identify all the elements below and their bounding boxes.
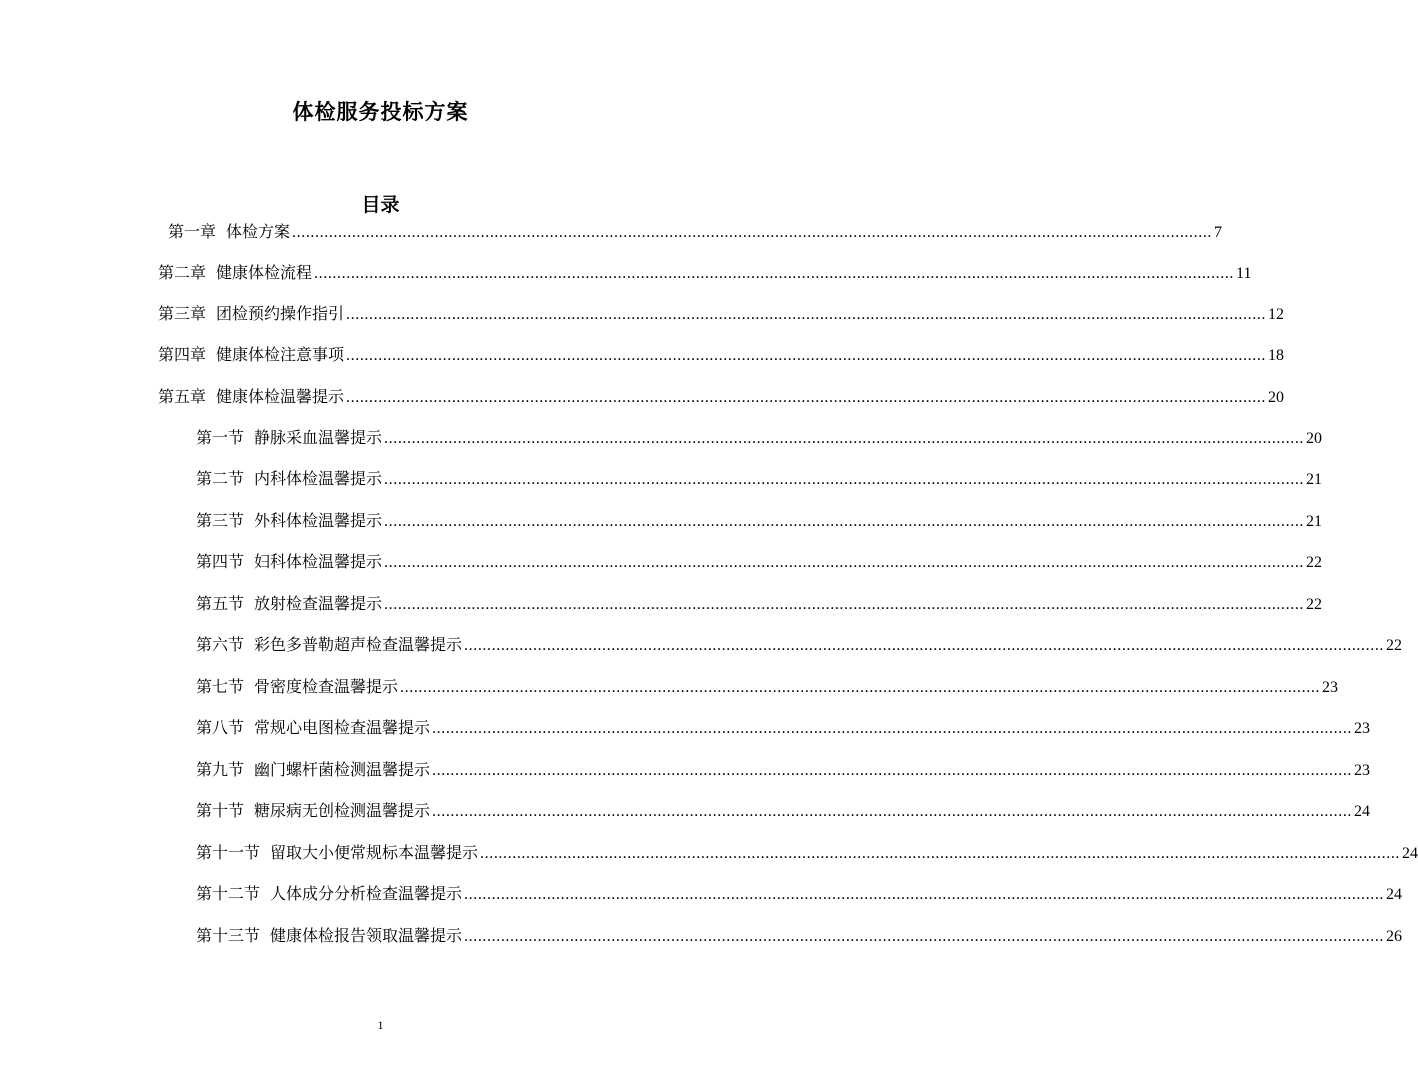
toc-entry-chapter-4[interactable] <box>158 343 1285 367</box>
toc-entry-number: 第六节 <box>196 635 245 654</box>
toc-entry-title: 团检预约操作指引 <box>216 304 345 323</box>
toc-entry-number: 第一节 <box>196 428 245 447</box>
toc-entry-page: 23 <box>1354 762 1371 779</box>
toc-entry-number: 第三节 <box>196 511 245 530</box>
toc-dot-leader: ........................................................................................................................................................................................................ <box>346 306 1267 323</box>
toc-dot-leader: ........................................................................................................................................................................................................ <box>400 679 1321 696</box>
toc-entry-number: 第一章 <box>168 222 217 241</box>
toc-dot-leader: ........................................................................................................................................................................................................ <box>384 596 1305 613</box>
toc-entry-title: 健康体检温馨提示 <box>216 387 345 406</box>
toc-entry-page: 12 <box>1268 306 1285 323</box>
toc-dot-leader: ........................................................................................................................................................................................................ <box>292 224 1213 241</box>
toc-entry-title: 妇科体检温馨提示 <box>254 552 383 571</box>
toc-entry-number: 第五章 <box>158 387 207 406</box>
toc-entry-title: 体检方案 <box>226 222 291 241</box>
toc-entry-number: 第七节 <box>196 677 245 696</box>
toc-entry-title: 健康体检注意事项 <box>216 345 345 364</box>
toc-entry-page: 22 <box>1306 554 1323 571</box>
toc-entry-title: 彩色多普勒超声检查温馨提示 <box>254 635 463 654</box>
toc-entry-title: 放射检查温馨提示 <box>254 594 383 613</box>
toc-entry-title: 留取大小便常规标本温馨提示 <box>270 843 479 862</box>
toc-entry-number: 第十三节 <box>196 926 261 945</box>
toc-dot-leader: ........................................................................................................................................................................................................ <box>432 803 1353 820</box>
toc-entry-chapter-3[interactable] <box>158 302 1285 326</box>
toc-entry-section-8[interactable] <box>196 716 1371 740</box>
toc-entry-number: 第五节 <box>196 594 245 613</box>
toc-entry-number: 第二节 <box>196 469 245 488</box>
toc-dot-leader: ........................................................................................................................................................................................................ <box>464 886 1385 903</box>
toc-entry-section-9[interactable] <box>196 758 1371 782</box>
toc-entry-page: 23 <box>1354 720 1371 737</box>
toc-entry-page: 22 <box>1306 596 1323 613</box>
toc-dot-leader: ........................................................................................................................................................................................................ <box>464 928 1385 945</box>
toc-entry-title: 健康体检报告领取温馨提示 <box>270 926 463 945</box>
toc-entry-page: 26 <box>1386 928 1403 945</box>
toc-dot-leader: ........................................................................................................................................................................................................ <box>346 389 1267 406</box>
toc-entry-page: 7 <box>1214 224 1223 241</box>
toc-entry-title: 常规心电图检查温馨提示 <box>254 718 431 737</box>
toc-entry-chapter-2[interactable] <box>158 261 1252 285</box>
toc-entry-number: 第三章 <box>158 304 207 323</box>
toc-dot-leader: ........................................................................................................................................................................................................ <box>480 845 1401 862</box>
toc-dot-leader: ........................................................................................................................................................................................................ <box>384 554 1305 571</box>
toc-entry-page: 21 <box>1306 513 1323 530</box>
toc-entry-section-4[interactable] <box>196 550 1323 574</box>
toc-entry-page: 21 <box>1306 471 1323 488</box>
toc-entry-title: 幽门螺杆菌检测温馨提示 <box>254 760 431 779</box>
toc-entry-section-5[interactable] <box>196 592 1323 616</box>
toc-entry-title: 人体成分分析检查温馨提示 <box>270 884 463 903</box>
toc-entry-page: 24 <box>1386 886 1403 903</box>
toc-dot-leader: ........................................................................................................................................................................................................ <box>464 637 1385 654</box>
toc-dot-leader: ........................................................................................................................................................................................................ <box>314 265 1235 282</box>
toc-entry-title: 静脉采血温馨提示 <box>254 428 383 447</box>
toc-dot-leader: ........................................................................................................................................................................................................ <box>346 347 1267 364</box>
toc-entry-section-10[interactable] <box>196 799 1371 823</box>
toc-entry-section-11[interactable] <box>196 841 1418 865</box>
toc-dot-leader: ........................................................................................................................................................................................................ <box>384 430 1305 447</box>
toc-entry-title: 内科体检温馨提示 <box>254 469 383 488</box>
toc-entry-title: 外科体检温馨提示 <box>254 511 383 530</box>
toc-entry-page: 23 <box>1322 679 1339 696</box>
page-number: 1 <box>377 1018 384 1032</box>
toc-entry-title: 糖尿病无创检测温馨提示 <box>254 801 431 820</box>
toc-entry-chapter-5[interactable] <box>158 385 1285 409</box>
toc-dot-leader: ........................................................................................................................................................................................................ <box>432 762 1353 779</box>
toc-entry-page: 11 <box>1236 265 1252 282</box>
toc-entry-number: 第二章 <box>158 263 207 282</box>
document-title: 体检服务投标方案 <box>292 100 469 124</box>
toc-entry-page: 24 <box>1354 803 1371 820</box>
toc-entry-number: 第十节 <box>196 801 245 820</box>
toc-entry-number: 第八节 <box>196 718 245 737</box>
toc-entry-page: 22 <box>1386 637 1403 654</box>
toc-entry-section-13[interactable] <box>196 924 1403 948</box>
toc-dot-leader: ........................................................................................................................................................................................................ <box>384 513 1305 530</box>
toc-entry-chapter-1[interactable] <box>168 220 1223 244</box>
toc-entry-number: 第四章 <box>158 345 207 364</box>
toc-dot-leader: ........................................................................................................................................................................................................ <box>432 720 1353 737</box>
toc-entry-page: 18 <box>1268 347 1285 364</box>
toc-entry-page: 24 <box>1402 845 1418 862</box>
toc-entry-title: 健康体检流程 <box>216 263 313 282</box>
toc-entry-number: 第十二节 <box>196 884 261 903</box>
toc-entry-number: 第十一节 <box>196 843 261 862</box>
toc-entry-section-3[interactable] <box>196 509 1323 533</box>
toc-heading: 目录 <box>361 194 400 216</box>
toc-entry-title: 骨密度检查温馨提示 <box>254 677 399 696</box>
toc-entry-section-7[interactable] <box>196 675 1339 699</box>
toc-entry-section-12[interactable] <box>196 882 1403 906</box>
toc-entry-section-1[interactable] <box>196 426 1323 450</box>
toc-entry-page: 20 <box>1268 389 1285 406</box>
toc-entry-section-6[interactable] <box>196 633 1403 657</box>
toc-entry-number: 第九节 <box>196 760 245 779</box>
toc-entry-page: 20 <box>1306 430 1323 447</box>
toc-entry-section-2[interactable] <box>196 467 1323 491</box>
toc-entry-number: 第四节 <box>196 552 245 571</box>
toc-dot-leader: ........................................................................................................................................................................................................ <box>384 471 1305 488</box>
